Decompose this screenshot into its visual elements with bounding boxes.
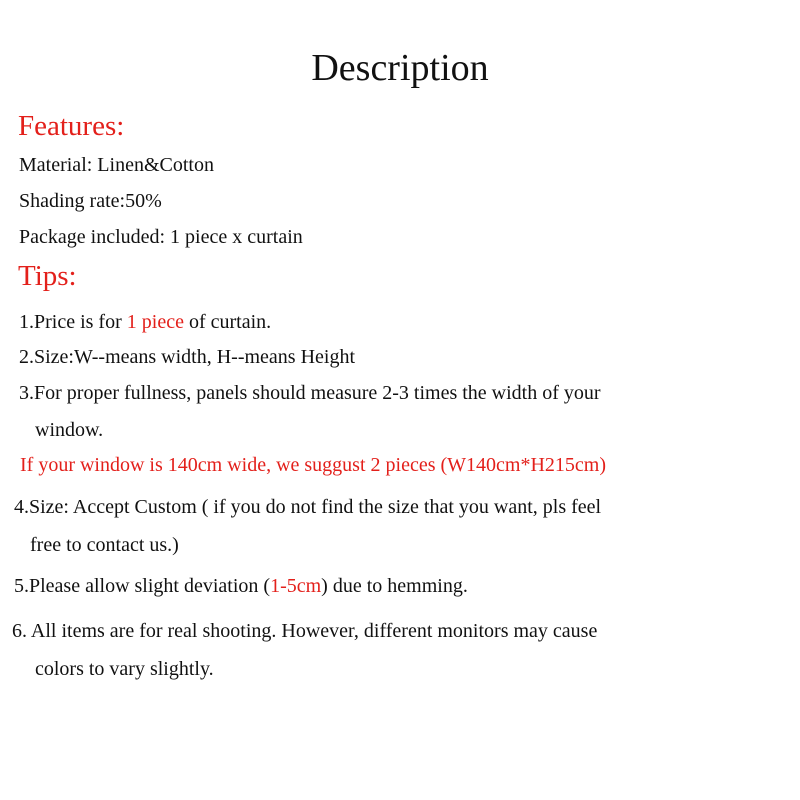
tip-6-line-1: 6. All items are for real shooting. However, different monitors may cause xyxy=(12,620,598,642)
tip-3-line-2: window. xyxy=(35,419,104,441)
tip-5 xyxy=(14,573,468,599)
tip-5-suffix: ) due to hemming. xyxy=(321,575,468,597)
features-heading: Features: xyxy=(18,110,125,142)
tip-1-highlight: 1 piece xyxy=(126,311,184,333)
tip-5-highlight: 1-5cm xyxy=(270,575,322,597)
page-title: Description xyxy=(311,47,489,89)
tip-4-line-1: 4.Size: Accept Custom ( if you do not find the size that you want, pls feel xyxy=(14,496,602,518)
window-suggestion: If your window is 140cm wide, we suggust 2 pieces (W140cm*H215cm) xyxy=(20,454,606,476)
tip-2: 2.Size:W--means width, H--means Height xyxy=(19,346,356,368)
tip-3-line-1: 3.For proper fullness, panels should measure 2-3 times the width of your xyxy=(19,382,601,404)
tip-5-prefix: 5.Please allow slight deviation ( xyxy=(14,575,271,597)
tip-6-line-2: colors to vary slightly. xyxy=(35,658,214,680)
feature-material: Material: Linen&Cotton xyxy=(19,154,214,176)
tip-1-prefix: 1.Price is for xyxy=(19,311,127,333)
feature-shading-rate: Shading rate:50% xyxy=(19,190,162,212)
tip-1-suffix: of curtain. xyxy=(183,311,272,333)
feature-package: Package included: 1 piece x curtain xyxy=(19,226,303,248)
tip-4-line-2: free to contact us.) xyxy=(30,534,179,556)
tip-1 xyxy=(19,309,271,335)
tips-heading: Tips: xyxy=(18,260,77,292)
